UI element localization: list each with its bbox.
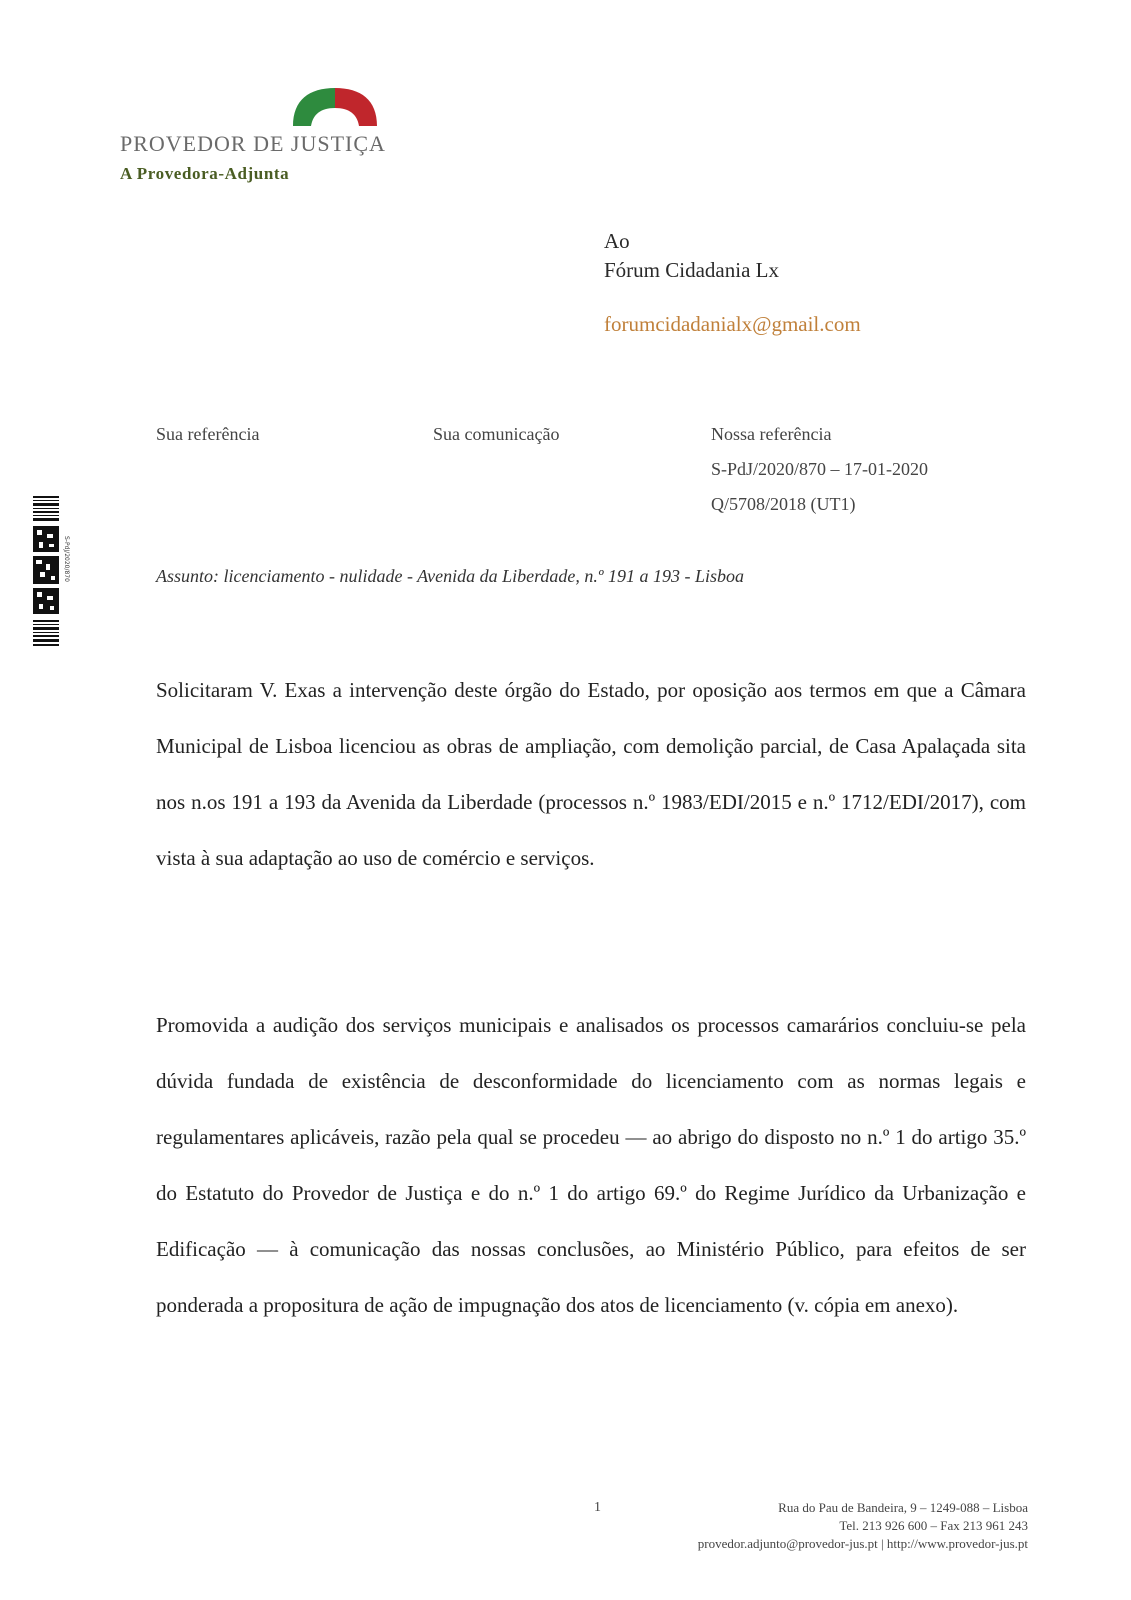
addressee-name: Fórum Cidadania Lx	[604, 258, 779, 282]
addressee-email-link[interactable]: forumcidadanialx@gmail.com	[604, 312, 861, 336]
body-paragraph: Solicitaram V. Exas a intervenção deste órgão do Estado, por oposição aos termos em que a Câmara Municipal de Lisboa licenciou as obras de ampliação, com demolição parcial, de Casa Apalaçada sita nos n.os 191 a 193 da Avenida da Liberdade (processos n.º 1983/EDI/2015 e n.º 1712/EDI/2017), com vista à sua adaptação ao uso de comércio e serviços.	[156, 678, 1026, 870]
body-paragraph: Promovida a audição dos serviços municipais e analisados os processos camarários concluiu-se pela dúvida fundada de existência de desconformidade do licenciamento com as normas legais e regulamentares aplicáveis, razão pela qual se procedeu — ao abrigo do disposto no n.º 1 do artigo 35.º do Estatuto do Provedor de Justiça e do n.º 1 do artigo 69.º do Regime Jurídico da Urbanização e Edificação — à comunicação das nossas conclusões, ao Ministério Público, para efeitos de ser ponderada a propositura de ação de impugnação dos atos de licenciamento (v. cópia em anexo).	[156, 1013, 1026, 1317]
document-barcode-icon	[31, 496, 70, 648]
org-name: PROVEDOR DE JUSTIÇA	[120, 131, 386, 156]
nossa-referencia-label: Nossa referência	[711, 424, 832, 444]
footer-contact-block	[698, 1499, 1028, 1553]
subject-line: Assunto: licenciamento - nulidade - Avenida da Liberdade, n.º 191 a 193 - Lisboa	[156, 566, 745, 586]
addressee-prefix: Ao	[604, 229, 630, 253]
provedor-logo-icon	[291, 86, 379, 128]
footer-phone: Tel. 213 926 600 – Fax 213 961 243	[839, 1518, 1028, 1533]
footer-address: Rua do Pau de Bandeira, 9 – 1249-088 – Lisboa	[778, 1500, 1028, 1515]
sua-comunicacao-label: Sua comunicação	[433, 424, 560, 444]
side-code-text: S-PdJ/2020/870	[63, 536, 70, 582]
page-number: 1	[594, 1500, 601, 1515]
nossa-referencia-value: S-PdJ/2020/870 – 17-01-2020	[711, 459, 929, 479]
nossa-referencia-value: Q/5708/2018 (UT1)	[711, 494, 856, 514]
footer-contact-links[interactable]: provedor.adjunto@provedor-jus.pt | http://www.provedor-jus.pt	[697, 1536, 1028, 1551]
org-subtitle: A Provedora-Adjunta	[120, 164, 290, 183]
sua-referencia-label: Sua referência	[156, 424, 260, 444]
